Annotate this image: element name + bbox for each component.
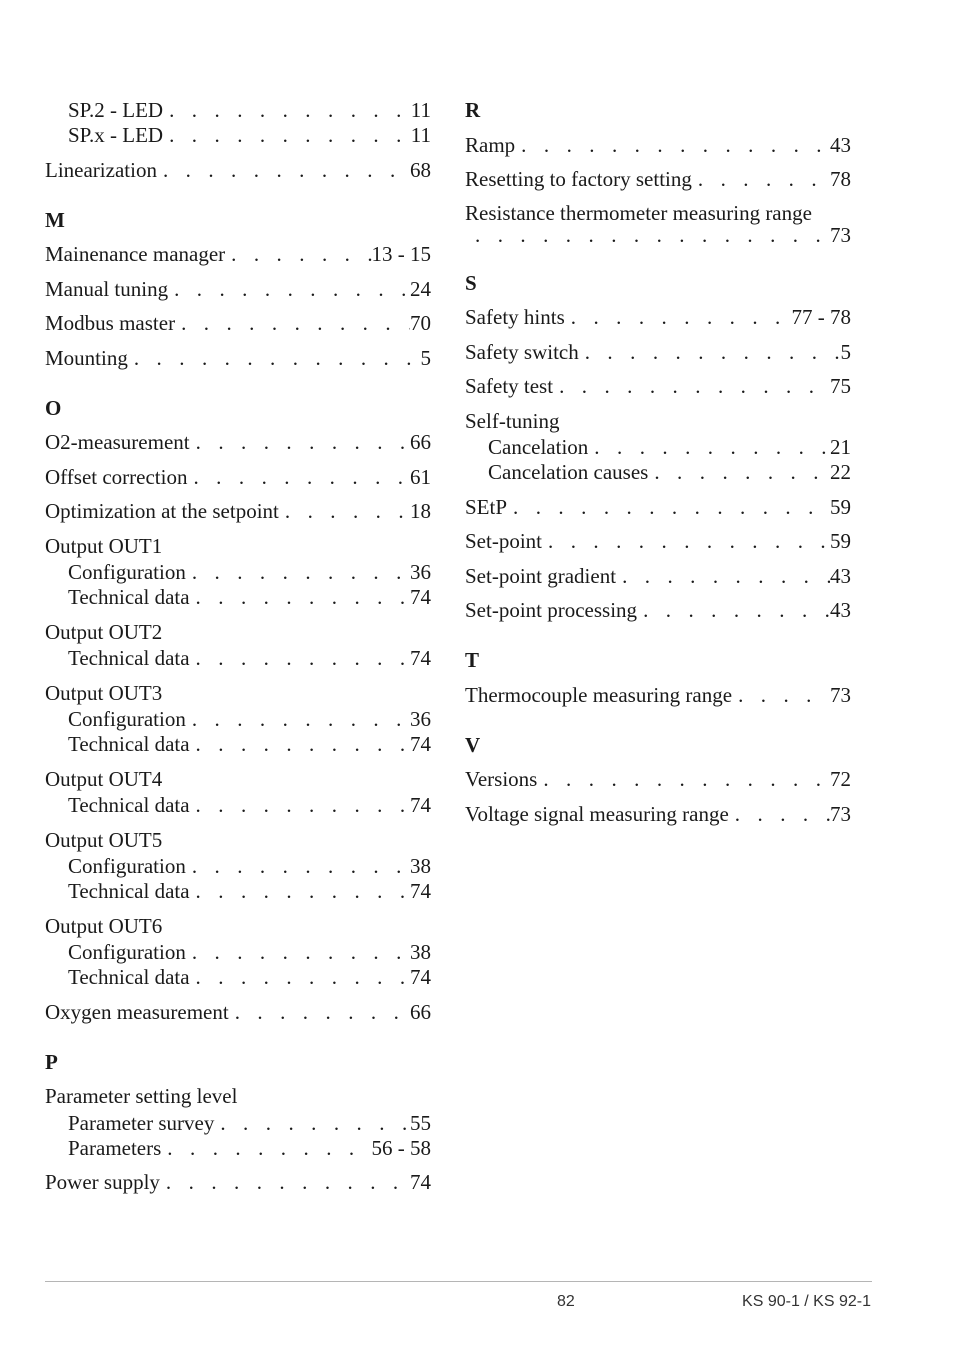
dot-leader xyxy=(465,224,830,246)
entry-label: Technical data xyxy=(68,793,190,817)
index-entry xyxy=(45,277,431,302)
index-subentry xyxy=(45,707,431,732)
dot-leader xyxy=(190,646,410,671)
index-subentry xyxy=(45,854,431,879)
entry-page: 74 xyxy=(410,879,431,903)
section-letter: O xyxy=(45,395,62,420)
entry-label: Mounting xyxy=(45,345,128,370)
entry-label: Oxygen measurement xyxy=(45,999,229,1024)
entry-label: Voltage signal measuring range xyxy=(465,801,729,826)
dot-leader xyxy=(553,374,830,399)
dot-leader xyxy=(163,98,411,123)
dot-leader xyxy=(163,123,411,148)
index-entry xyxy=(45,311,431,336)
dot-leader xyxy=(186,560,410,585)
entry-label: Set-point xyxy=(465,529,542,553)
index-entry xyxy=(465,167,851,192)
entry-page: 73 xyxy=(830,223,851,246)
entry-page: 22 xyxy=(830,460,851,484)
index-entry xyxy=(465,802,851,827)
index-entry xyxy=(45,430,431,455)
entry-page: 24 xyxy=(410,276,431,301)
entry-page: 75 xyxy=(830,374,851,398)
index-subentry xyxy=(465,460,851,485)
index-column-right xyxy=(465,98,851,827)
index-subentry xyxy=(45,560,431,585)
dot-leader xyxy=(579,340,841,365)
index-entry xyxy=(45,1170,431,1195)
index-entry xyxy=(465,767,851,792)
entry-page: 70 xyxy=(410,311,431,335)
index-subentry xyxy=(45,646,431,671)
dot-leader xyxy=(190,793,410,818)
entry-page: 36 xyxy=(410,560,431,584)
index-entry xyxy=(45,499,431,524)
index-entry xyxy=(465,495,851,520)
entry-label: Configuration xyxy=(68,707,186,731)
entry-page: 5 xyxy=(420,345,431,370)
entry-label: Parameters xyxy=(68,1135,162,1160)
index-entry-heading: Output OUT3 xyxy=(45,680,163,705)
dot-leader xyxy=(507,495,830,520)
dot-leader xyxy=(160,1170,410,1195)
entry-page: 13 - 15 xyxy=(371,242,431,266)
entry-page: 59 xyxy=(830,494,851,519)
entry-label: Configuration xyxy=(68,854,186,878)
dot-leader xyxy=(616,564,830,589)
entry-label: Parameter survey xyxy=(68,1110,215,1135)
entry-page: 74 xyxy=(410,585,431,609)
entry-label: Configuration xyxy=(68,940,186,964)
entry-label: Cancelation xyxy=(488,435,589,459)
index-entry xyxy=(465,305,851,330)
entry-label: Versions xyxy=(465,767,538,791)
entry-label: SEtP xyxy=(465,494,508,519)
dot-leader xyxy=(565,305,792,330)
entry-label: Linearization xyxy=(45,157,157,182)
entry-label: Technical data xyxy=(68,732,190,756)
index-entry xyxy=(45,158,431,183)
dot-leader xyxy=(157,158,410,183)
index-subentry xyxy=(45,879,431,904)
entry-page: 74 xyxy=(410,646,431,670)
dot-leader xyxy=(515,133,830,158)
entry-page: 11 xyxy=(410,123,431,147)
index-entry-wrapped xyxy=(465,202,851,246)
index-entry-heading: Output OUT5 xyxy=(45,827,163,852)
index-subentry xyxy=(45,585,431,610)
index-entry xyxy=(465,529,851,554)
index-subentry xyxy=(465,435,851,460)
dot-leader xyxy=(190,732,410,757)
index-subentry xyxy=(45,1136,431,1161)
entry-label: Ramp xyxy=(465,132,516,157)
index-subentry xyxy=(45,793,431,818)
index-entry xyxy=(45,346,431,371)
entry-label: Safety hints xyxy=(465,305,565,329)
entry-page: 43 xyxy=(830,563,851,588)
index-entry xyxy=(465,598,851,623)
entry-page: 66 xyxy=(410,999,431,1024)
entry-label: Resistance thermometer measuring range xyxy=(465,200,812,225)
entry-continuation xyxy=(465,224,851,246)
dot-leader xyxy=(542,529,830,554)
dot-leader xyxy=(588,435,830,460)
dot-leader xyxy=(187,465,410,490)
entry-page: 73 xyxy=(830,682,851,707)
dot-leader xyxy=(729,802,830,827)
index-entry-heading: Output OUT4 xyxy=(45,766,163,791)
entry-page: 77 - 78 xyxy=(791,305,851,329)
dot-leader xyxy=(190,965,410,990)
entry-page: 74 xyxy=(410,1170,431,1194)
entry-label: Configuration xyxy=(68,560,186,584)
dot-leader xyxy=(537,767,830,792)
entry-page: 38 xyxy=(410,940,431,964)
index-entry-heading: Parameter setting level xyxy=(45,1084,238,1108)
dot-leader xyxy=(175,311,410,336)
entry-page: 66 xyxy=(410,430,431,454)
entry-page: 11 xyxy=(410,98,431,122)
entry-label: Technical data xyxy=(68,585,190,609)
entry-label: Mainenance manager xyxy=(45,242,226,266)
index-entry xyxy=(45,98,431,123)
entry-page: 73 xyxy=(830,801,851,826)
section-letter: M xyxy=(45,207,65,232)
dot-leader xyxy=(225,242,371,267)
entry-label: O2-measurement xyxy=(45,430,190,454)
entry-page: 74 xyxy=(410,732,431,756)
entry-page: 36 xyxy=(410,707,431,731)
entry-label: Technical data xyxy=(68,879,190,903)
index-entry xyxy=(45,465,431,490)
dot-leader xyxy=(190,430,410,455)
entry-page: 21 xyxy=(830,435,851,459)
entry-label: Modbus master xyxy=(45,311,176,335)
entry-label: Optimization at the setpoint xyxy=(45,499,279,523)
entry-page: 55 xyxy=(410,1110,431,1135)
entry-page: 18 xyxy=(410,499,431,523)
index-entry-heading: Output OUT2 xyxy=(45,619,163,644)
entry-label: Technical data xyxy=(68,965,190,989)
index-entry xyxy=(465,374,851,399)
index-entry-heading: Self-tuning xyxy=(465,408,560,433)
entry-page: 78 xyxy=(830,167,851,191)
dot-leader xyxy=(648,460,830,485)
dot-leader xyxy=(214,1111,410,1136)
entry-page: 56 - 58 xyxy=(371,1135,431,1160)
dot-leader xyxy=(186,707,410,732)
index-subentry xyxy=(45,1111,431,1136)
entry-page: 68 xyxy=(410,157,431,182)
entry-page: 74 xyxy=(410,793,431,817)
entry-page: 43 xyxy=(830,598,851,622)
index-entry xyxy=(45,1000,431,1025)
entry-label: Offset correction xyxy=(45,464,188,489)
entry-page: 43 xyxy=(830,132,851,157)
entry-page: 72 xyxy=(830,767,851,791)
index-entry xyxy=(45,123,431,148)
footer-divider xyxy=(45,1281,872,1282)
index-entry xyxy=(465,564,851,589)
entry-label: Safety test xyxy=(465,374,554,398)
page-number: 82 xyxy=(557,1293,575,1310)
dot-leader xyxy=(279,499,410,524)
entry-label: Safety switch xyxy=(465,339,579,364)
entry-page: 74 xyxy=(410,965,431,989)
section-letter: S xyxy=(465,270,477,295)
dot-leader xyxy=(190,585,410,610)
entry-page: 38 xyxy=(410,854,431,878)
dot-leader xyxy=(732,683,830,708)
dot-leader xyxy=(190,879,410,904)
entry-label: Power supply xyxy=(45,1170,160,1194)
entry-page: 5 xyxy=(840,339,851,364)
entry-label: Cancelation causes xyxy=(488,460,649,484)
entry-page: 59 xyxy=(830,529,851,553)
index-entry xyxy=(465,340,851,365)
dot-leader xyxy=(637,598,830,623)
entry-label: Resetting to factory setting xyxy=(465,167,692,191)
dot-leader xyxy=(128,346,421,371)
entry-label: SP.2 - LED xyxy=(68,98,164,122)
index-subentry xyxy=(45,940,431,965)
entry-label: SP.x - LED xyxy=(68,123,164,147)
section-letter: T xyxy=(465,648,480,672)
index-entry xyxy=(465,133,851,158)
index-entry-heading: Output OUT1 xyxy=(45,533,163,558)
document-title: KS 90-1 / KS 92-1 xyxy=(742,1293,871,1310)
section-letter: V xyxy=(465,732,481,757)
entry-page: 61 xyxy=(410,464,431,489)
index-subentry xyxy=(45,965,431,990)
entry-label: Thermocouple measuring range xyxy=(465,682,733,707)
dot-leader xyxy=(168,277,410,302)
index-entry xyxy=(45,242,431,267)
entry-label: Technical data xyxy=(68,646,190,670)
entry-label: Set-point processing xyxy=(465,598,638,622)
index-column-left xyxy=(45,98,431,1195)
index-subentry xyxy=(45,732,431,757)
dot-leader xyxy=(186,854,410,879)
index-entry-heading: Output OUT6 xyxy=(45,913,163,938)
index-entry xyxy=(465,683,851,708)
section-letter: P xyxy=(45,1049,58,1074)
entry-label: Set-point gradient xyxy=(465,563,617,588)
dot-leader xyxy=(229,1000,410,1025)
dot-leader xyxy=(186,940,410,965)
section-letter: R xyxy=(465,98,481,122)
entry-label: Manual tuning xyxy=(45,276,169,301)
dot-leader xyxy=(692,167,830,192)
dot-leader xyxy=(161,1136,371,1161)
